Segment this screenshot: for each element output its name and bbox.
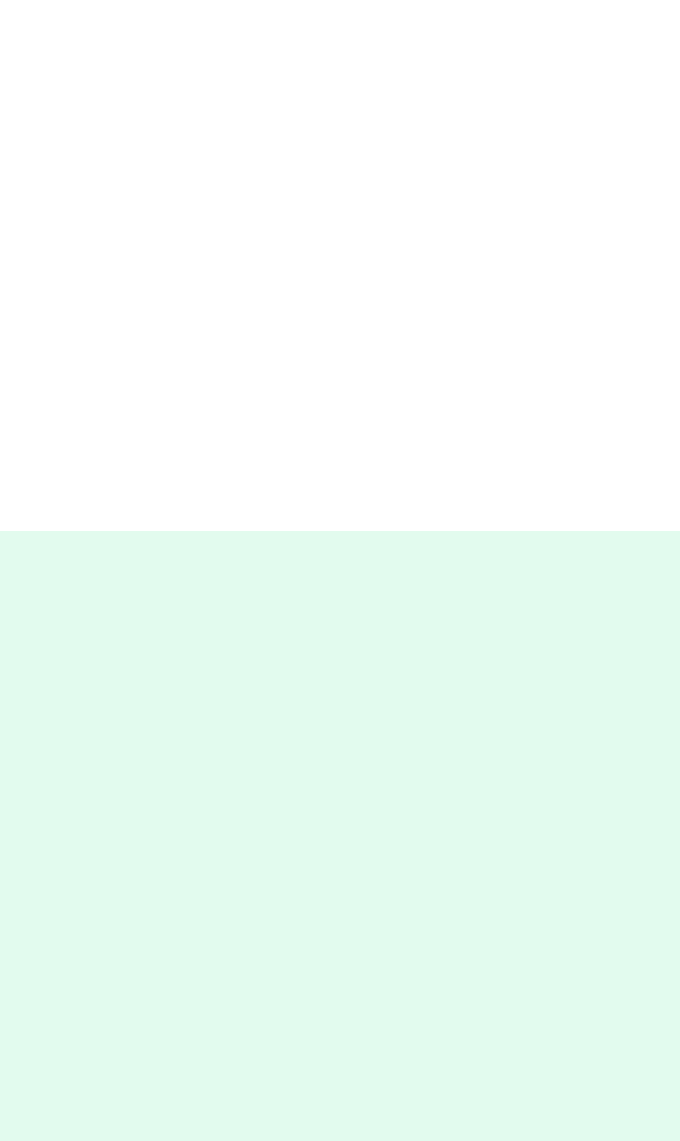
highlighted-answer-block <box>0 531 680 1141</box>
original-answer-block <box>0 0 680 531</box>
